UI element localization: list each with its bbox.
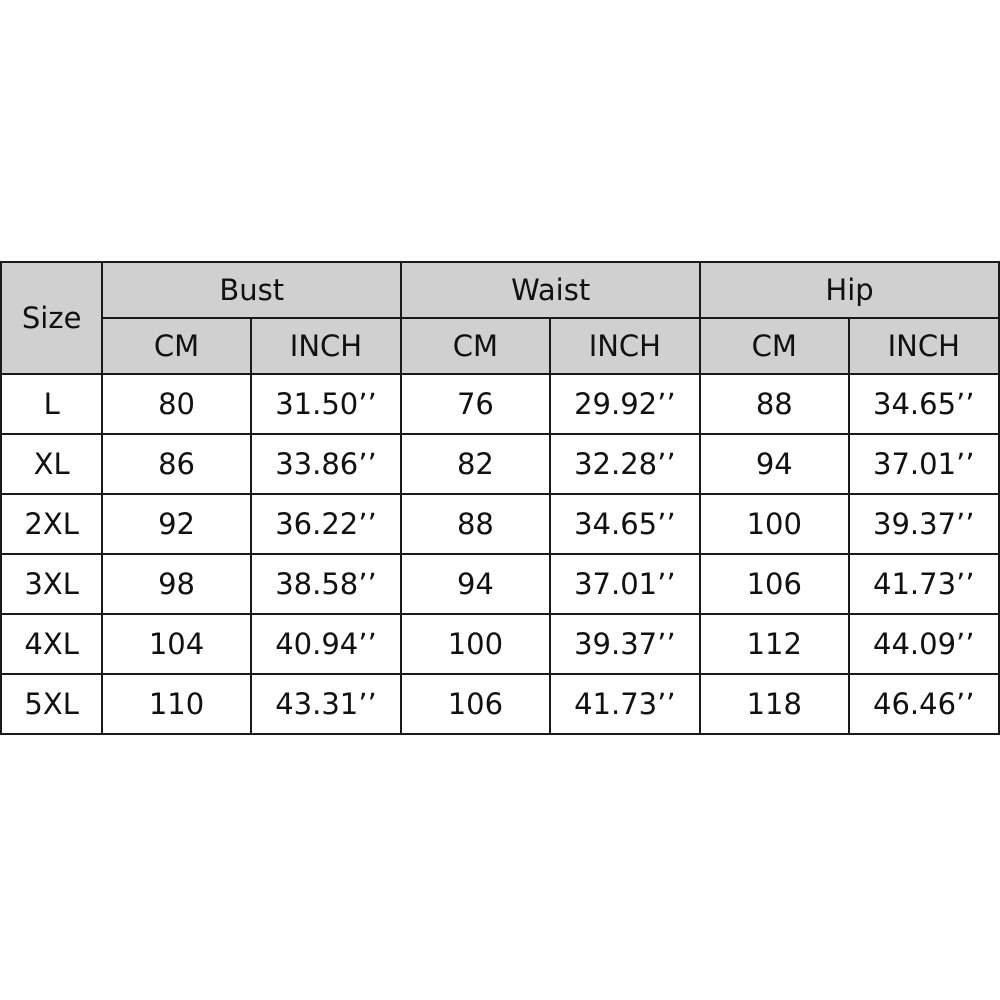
hip-cm-cell: 88 bbox=[700, 374, 848, 434]
waist-cm-cell: 82 bbox=[401, 434, 549, 494]
header-row-units bbox=[1, 318, 999, 374]
table-row bbox=[1, 674, 999, 734]
hip-inch-cell: 37.01’’ bbox=[849, 434, 999, 494]
size-cell: 2XL bbox=[1, 494, 102, 554]
table-row bbox=[1, 494, 999, 554]
hip-inch-cell: 41.73’’ bbox=[849, 554, 999, 614]
hip-cm-cell: 118 bbox=[700, 674, 848, 734]
bust-inch-cell: 36.22’’ bbox=[251, 494, 401, 554]
bust-cm-cell: 92 bbox=[102, 494, 250, 554]
waist-inch-header: INCH bbox=[550, 318, 700, 374]
bust-cm-cell: 110 bbox=[102, 674, 250, 734]
waist-cm-cell: 76 bbox=[401, 374, 549, 434]
table-row bbox=[1, 434, 999, 494]
waist-inch-cell: 39.37’’ bbox=[550, 614, 700, 674]
hip-inch-cell: 39.37’’ bbox=[849, 494, 999, 554]
table-row bbox=[1, 554, 999, 614]
waist-cm-cell: 94 bbox=[401, 554, 549, 614]
bust-inch-cell: 38.58’’ bbox=[251, 554, 401, 614]
table-header bbox=[1, 262, 999, 374]
table-body bbox=[1, 374, 999, 734]
bust-inch-header: INCH bbox=[251, 318, 401, 374]
waist-cm-cell: 88 bbox=[401, 494, 549, 554]
hip-inch-header: INCH bbox=[849, 318, 999, 374]
header-row-groups bbox=[1, 262, 999, 318]
size-column-header: Size bbox=[1, 262, 102, 374]
hip-cm-cell: 106 bbox=[700, 554, 848, 614]
hip-inch-cell: 34.65’’ bbox=[849, 374, 999, 434]
size-cell: XL bbox=[1, 434, 102, 494]
bust-cm-cell: 86 bbox=[102, 434, 250, 494]
bust-cm-cell: 98 bbox=[102, 554, 250, 614]
hip-cm-cell: 100 bbox=[700, 494, 848, 554]
waist-group-header: Waist bbox=[401, 262, 700, 318]
size-cell: L bbox=[1, 374, 102, 434]
hip-cm-header: CM bbox=[700, 318, 848, 374]
hip-cm-cell: 112 bbox=[700, 614, 848, 674]
hip-inch-cell: 44.09’’ bbox=[849, 614, 999, 674]
size-cell: 5XL bbox=[1, 674, 102, 734]
waist-inch-cell: 41.73’’ bbox=[550, 674, 700, 734]
waist-inch-cell: 37.01’’ bbox=[550, 554, 700, 614]
bust-inch-cell: 40.94’’ bbox=[251, 614, 401, 674]
table-row bbox=[1, 614, 999, 674]
bust-group-header: Bust bbox=[102, 262, 401, 318]
hip-inch-cell: 46.46’’ bbox=[849, 674, 999, 734]
size-chart-table bbox=[0, 261, 1000, 735]
waist-cm-header: CM bbox=[401, 318, 549, 374]
hip-group-header: Hip bbox=[700, 262, 999, 318]
waist-cm-cell: 106 bbox=[401, 674, 549, 734]
size-cell: 3XL bbox=[1, 554, 102, 614]
bust-inch-cell: 43.31’’ bbox=[251, 674, 401, 734]
waist-inch-cell: 29.92’’ bbox=[550, 374, 700, 434]
bust-inch-cell: 33.86’’ bbox=[251, 434, 401, 494]
bust-cm-cell: 80 bbox=[102, 374, 250, 434]
waist-inch-cell: 34.65’’ bbox=[550, 494, 700, 554]
bust-inch-cell: 31.50’’ bbox=[251, 374, 401, 434]
bust-cm-header: CM bbox=[102, 318, 250, 374]
waist-cm-cell: 100 bbox=[401, 614, 549, 674]
table-row bbox=[1, 374, 999, 434]
bust-cm-cell: 104 bbox=[102, 614, 250, 674]
size-cell: 4XL bbox=[1, 614, 102, 674]
waist-inch-cell: 32.28’’ bbox=[550, 434, 700, 494]
hip-cm-cell: 94 bbox=[700, 434, 848, 494]
